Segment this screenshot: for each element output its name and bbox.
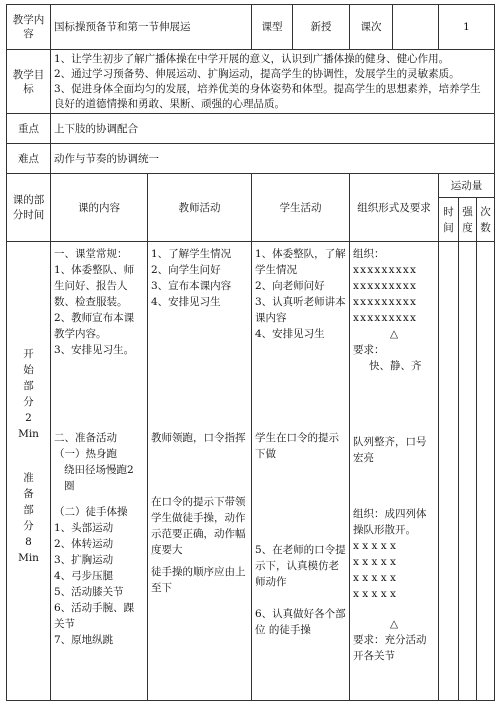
teacher-line: 3、宣布本课内容 — [151, 280, 232, 292]
part-label-char: 8 — [25, 536, 32, 548]
student-line: 2、向老师问好 — [255, 280, 325, 292]
col-load: 运动量 — [439, 174, 495, 198]
difficulty-row — [7, 144, 495, 174]
teacher-line: 教师领跑，口令指挥 — [151, 432, 246, 444]
session-label: 课次 — [350, 5, 393, 49]
student-line: 学生在口令的提示下做 — [255, 432, 339, 460]
session-label-cell — [350, 5, 439, 50]
part-label-char: 备 — [23, 488, 34, 500]
content-line: 二、准备活动 — [54, 432, 117, 444]
content-line: 2、教师宣布本课教学内容。 — [54, 312, 135, 340]
formation-row: xxxxxxxxx — [353, 312, 418, 324]
part-label-char: 始 — [23, 364, 34, 376]
part-label-char: 分 — [23, 396, 34, 408]
content-value: 国标操预备节和第一节伸展运 — [51, 5, 252, 50]
col-org-text: 组织形式及要求 — [357, 201, 431, 214]
col-content: 课的内容 — [51, 174, 148, 242]
content-line: （二）徒手体操 — [54, 506, 128, 518]
part-label-char: 开 — [23, 348, 34, 360]
formation-row-2: x x x x x — [353, 572, 396, 584]
key-point-value: 上下肢的协调配合 — [51, 114, 495, 144]
body-row — [7, 242, 495, 701]
key-point-label: 重点 — [7, 114, 51, 144]
key-point-row — [7, 114, 495, 144]
content-line: 3、扩胸运动 — [54, 554, 114, 566]
student-line: 1、体委整队，了解学生情况 — [255, 248, 346, 276]
lesson-plan-page — [6, 4, 494, 703]
teacher-line: 在口令的提示下带领学生做徒手操，动作示范要正确，动作幅度要大 — [151, 496, 246, 556]
part-label-char: Min — [18, 428, 39, 440]
teacher-column — [148, 242, 252, 701]
col-count: 次数 — [477, 198, 495, 242]
content-line: 7、原地纵跳 — [54, 634, 114, 646]
teacher-line: 4、安排见习生 — [151, 296, 221, 308]
requirement-value: 快、静、齐 — [369, 360, 422, 372]
formation-row-2: x x x x x — [353, 540, 396, 552]
student-line: 5、在老师的口令提示下，认真模仿老师动作 — [255, 544, 346, 588]
goals-row — [7, 50, 495, 114]
col-intensity: 强度 — [459, 198, 477, 242]
formation-row: xxxxxxxxx — [353, 280, 418, 292]
col-part — [7, 174, 51, 242]
content-line: 1、体委整队、师生问好、报告人数、检查服装。 — [54, 264, 135, 308]
content-line: 4、弓步压腿 — [54, 570, 114, 582]
difficulty-label: 难点 — [7, 144, 51, 174]
part-label-char: 分 — [23, 520, 34, 532]
org-column — [350, 242, 439, 701]
student-column — [252, 242, 350, 701]
teacher-triangle-icon: △ — [389, 328, 399, 340]
content-line: （一）热身跑 — [54, 448, 117, 460]
part-label-char: Min — [18, 552, 39, 564]
header-row — [7, 5, 495, 50]
goals-label: 教学目标 — [7, 50, 51, 114]
content-line: 6、活动手腕、踝关节 — [54, 602, 135, 630]
line-up-requirement: 队列整齐，口号宏亮 — [353, 436, 427, 464]
teacher-line: 1、了解学生情况 — [151, 248, 232, 260]
type-label: 课型 — [252, 5, 293, 49]
difficulty-value: 动作与节奏的协调统一 — [51, 144, 495, 174]
goal-line: 3、促进身体全面均匀的发展，培养优美的身体姿势和体型。提高学生的思想素养，培养学生良好的道德情操和勇敢、果断、顽强的心理品质。 — [54, 82, 481, 110]
col-teacher: 教师活动 — [148, 174, 252, 242]
part-label-char: 部 — [23, 380, 34, 392]
org-label: 组织： — [353, 248, 385, 260]
session-value: 1 — [439, 5, 495, 50]
part-labels — [7, 242, 51, 701]
requirement-label: 要求： — [353, 344, 385, 356]
formation-row-2: x x x x x — [353, 588, 396, 600]
count-cell — [477, 242, 495, 701]
content-line: 一、课堂常规： — [54, 248, 128, 260]
part-label-char: 2 — [25, 412, 32, 424]
column-header-row-1 — [7, 174, 495, 198]
intensity-cell — [459, 242, 477, 701]
col-part-text: 课的部分时间 — [12, 193, 45, 221]
student-line: 3、认真听老师讲本课内容 — [255, 296, 346, 324]
type-cell — [252, 5, 350, 50]
type-value: 新授 — [310, 21, 332, 33]
content-line: 1、头部运动 — [54, 522, 114, 534]
requirement-2: 要求：充分活动开各关节 — [353, 634, 427, 662]
content-line: 绕田径场慢跑2圈 — [64, 464, 134, 492]
teacher-line: 徒手操的顺序应由上至下 — [151, 566, 246, 594]
formation-row: xxxxxxxxx — [353, 264, 418, 276]
lesson-plan-table — [6, 4, 495, 701]
teacher-triangle-icon: △ — [389, 618, 399, 630]
col-time: 时间 — [439, 198, 459, 242]
time-cell — [439, 242, 459, 701]
student-line: 4、安排见习生 — [255, 328, 325, 340]
content-column — [51, 242, 148, 701]
goal-line: 2、通过学习预备势、伸展运动、扩胸运动，提高学生的协调性，发展学生的灵敏素质。 — [54, 67, 460, 80]
org-label-2: 组织：成四列体操队形散开。 — [353, 508, 427, 536]
formation-row: xxxxxxxxx — [353, 296, 418, 308]
content-line: 3、安排见习生。 — [54, 344, 135, 356]
col-student: 学生活动 — [252, 174, 350, 242]
col-org — [350, 174, 439, 242]
goals-content — [51, 50, 495, 114]
teacher-line: 2、向学生问好 — [151, 264, 221, 276]
student-line: 6、认真做好各个部位 的徒手操 — [255, 608, 346, 636]
part-label-char: 准 — [23, 472, 34, 484]
part-label-char: 部 — [23, 504, 34, 516]
goal-line: 1、让学生初步了解广播体操在中学开展的意义，认识到广播体操的健身、健心作用。 — [54, 52, 450, 65]
formation-row-2: x x x x x — [353, 556, 396, 568]
content-label: 教学内容 — [7, 5, 51, 50]
content-line: 5、活动膝关节 — [54, 586, 124, 598]
content-line: 2、体转运动 — [54, 538, 114, 550]
